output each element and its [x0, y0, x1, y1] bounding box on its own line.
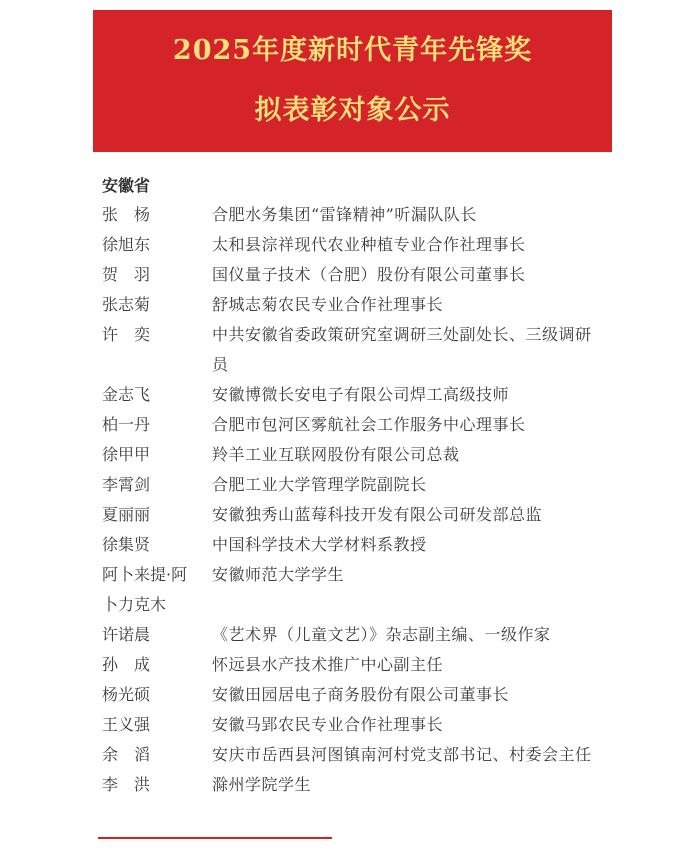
nominee-name: 张 杨: [102, 205, 151, 224]
header-banner: [93, 10, 612, 152]
nominee-name: 李 洪: [102, 775, 151, 794]
nominee-name: 夏丽丽: [102, 505, 151, 524]
list-item: [0, 710, 700, 740]
nominee-name: 许 奕: [102, 325, 151, 344]
nominee-title: 舒城志菊农民专业合作社理事长: [212, 295, 444, 314]
nominee-name: 金志飞: [102, 385, 151, 404]
header-title-line1: 2025年度新时代青年先锋奖: [172, 35, 533, 66]
list-item: [0, 440, 700, 470]
nominee-name: 阿卜来提·阿卜力克木: [102, 565, 188, 614]
nominee-title: 国仪量子技术（合肥）股份有限公司董事长: [212, 265, 526, 284]
nominee-title: 安徽独秀山蓝莓科技开发有限公司研发部总监: [212, 505, 543, 524]
nominee-name: 张志菊: [102, 295, 151, 314]
nominee-name: 徐集贤: [102, 535, 151, 554]
nominee-name: 李霄剑: [102, 475, 151, 494]
list-item: [0, 380, 700, 410]
nominee-title: 羚羊工业互联网股份有限公司总裁: [212, 445, 460, 464]
nominee-name: 孙 成: [102, 655, 151, 674]
nominee-name: 杨光硕: [102, 685, 151, 704]
list-item: [0, 620, 700, 650]
nominee-title: 安徽师范大学学生: [212, 565, 345, 584]
nominee-title: 《艺术界（儿童文艺）》杂志副主编、一级作家: [212, 625, 551, 644]
nominee-title: 合肥市包河区雾航社会工作服务中心理事长: [212, 415, 526, 434]
list-item: [0, 680, 700, 710]
nominee-title: 太和县淙祥现代农业种植专业合作社理事长: [212, 235, 526, 254]
list-item: [0, 230, 700, 260]
list-item: [0, 410, 700, 440]
nominee-title: 安庆市岳西县河图镇南河村党支部书记、村委会主任: [212, 745, 592, 764]
list-item: [0, 530, 700, 560]
nominee-title: 安徽田园居电子商务股份有限公司董事长: [212, 685, 510, 704]
nominee-title: 安徽马郢农民专业合作社理事长: [212, 715, 444, 734]
list-item: [0, 770, 700, 800]
nominee-title: 合肥工业大学管理学院副院长: [212, 475, 427, 494]
list-item: [0, 290, 700, 320]
list-item: [0, 500, 700, 530]
list-item: [0, 200, 700, 230]
nominee-title: 中国科学技术大学材料系教授: [212, 535, 427, 554]
list-item: [0, 740, 700, 770]
nominee-title: 合肥水务集团“雷锋精神”听漏队队长: [212, 205, 477, 224]
nominee-name: 贺 羽: [102, 265, 151, 284]
nominee-title: 怀远县水产技术推广中心副主任: [212, 655, 444, 674]
nominee-name: 余 滔: [102, 745, 151, 764]
nominee-name: 徐旭东: [102, 235, 151, 254]
province-heading: 安徽省: [102, 176, 151, 195]
highlight-underline: [98, 837, 332, 839]
nominee-name: 王义强: [102, 715, 151, 734]
nominee-name: 许诺晨: [102, 625, 151, 644]
nominee-title: 安徽博微长安电子有限公司焊工高级技师: [212, 385, 510, 404]
list-item: [0, 320, 700, 380]
list-item: [0, 650, 700, 680]
list-item: [0, 470, 700, 500]
nominee-title: 滁州学院学生: [212, 775, 312, 794]
nominee-name: 徐甲甲: [102, 445, 151, 464]
header-title-line2: 拟表彰对象公示: [254, 95, 451, 126]
list-item: [0, 260, 700, 290]
nominee-title: 中共安徽省委政策研究室调研三处副处长、三级调研员: [212, 325, 592, 374]
list-item: [0, 560, 700, 620]
nominee-list: [0, 200, 700, 800]
nominee-name: 柏一丹: [102, 415, 151, 434]
